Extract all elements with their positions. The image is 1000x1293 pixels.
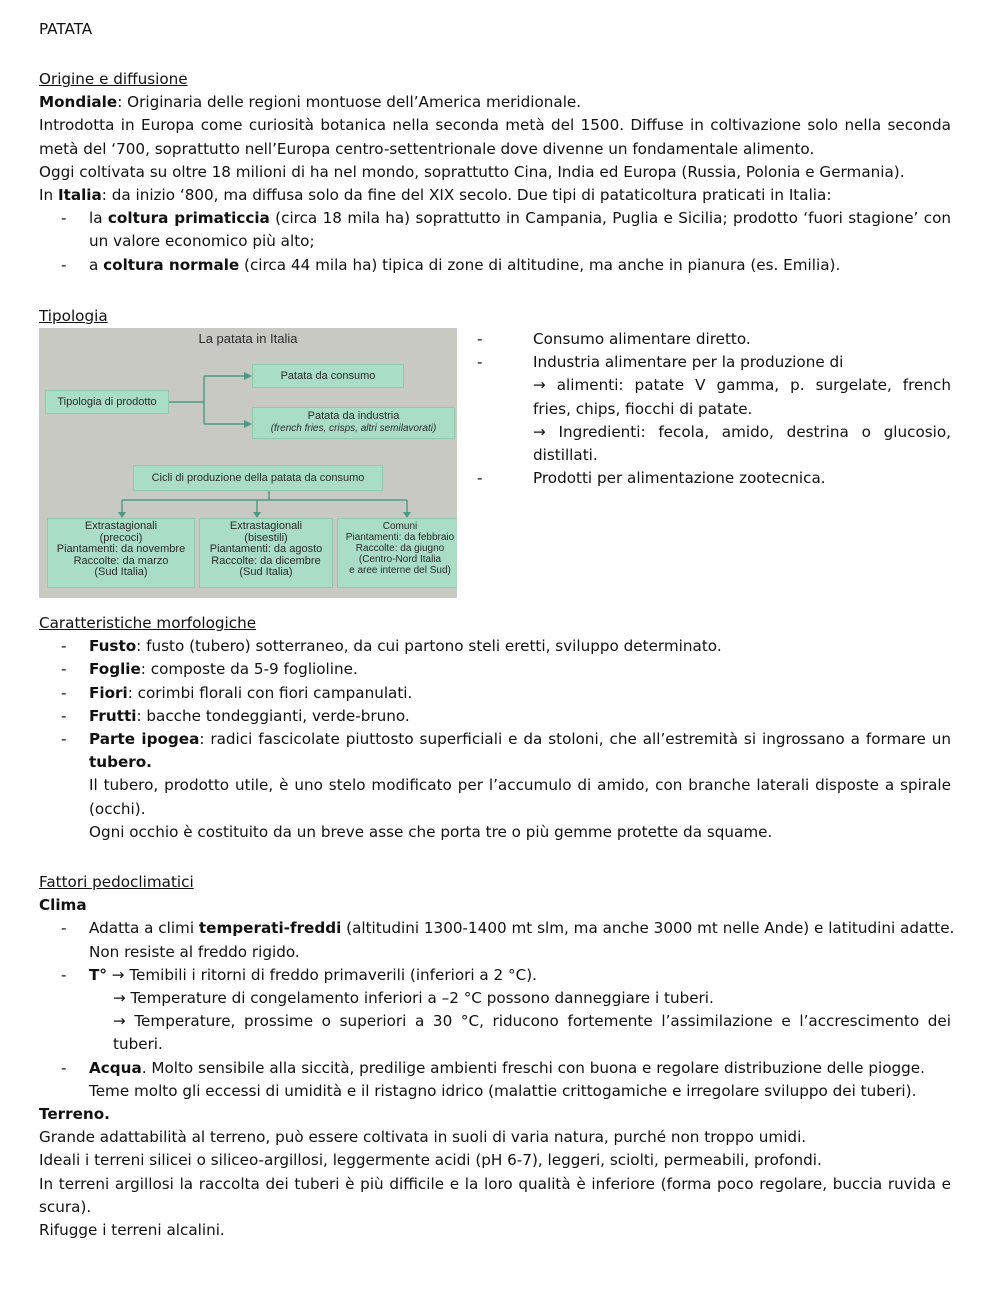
section-heading-fattori: Fattori pedoclimatici — [39, 873, 194, 891]
text-occhio: Ogni occhio è costituito da un breve asse che porta tre o più gemme protette da squame. — [89, 822, 773, 841]
label-line: Piantamenti: da novembre — [56, 543, 186, 555]
label-tubero: tubero. — [89, 753, 152, 772]
text-temperatura-c: tuberi. — [113, 1035, 163, 1054]
section-heading-origine: Origine e diffusione — [39, 70, 188, 88]
section-heading-tipologia: Tipologia — [39, 307, 108, 325]
figure-patata-italia — [39, 328, 457, 598]
box-patata-consumo: Patata da consumo — [252, 364, 404, 388]
text-fusto: : fusto (tubero) sotterraneo, da cui partono steli eretti, sviluppo determinato. — [136, 637, 722, 656]
label-italia: Italia — [57, 186, 102, 205]
label-line: (bisestili) — [244, 531, 288, 544]
label-foglie: Foglie — [89, 660, 141, 679]
text-pre: a — [89, 255, 104, 274]
text-alimenti-cont: fries, chips, fiocchi di patate. — [533, 399, 753, 418]
bullet-dash: - — [477, 330, 483, 348]
text-terreno-1: Grande adattabilità al terreno, può essere coltivata in suoli di varia natura, purché non troppo umidi. — [39, 1128, 807, 1147]
label-acqua: Acqua — [89, 1058, 142, 1077]
box-extrastagionali-precoci — [47, 518, 195, 588]
text-mondiale: : Originaria delle regioni montuose dell’America meridionale. — [117, 93, 582, 112]
text-italia: : da inizio ‘800, ma diffusa solo da fine del XIX secolo. Due tipi di pataticoltura praticati in Italia: — [101, 186, 832, 205]
text-post: (circa 44 mila ha) tipica di zone di altitudine, ma anche in pianura (es. Emilia). — [239, 255, 841, 274]
paragraph-oggi: Oggi coltivata su oltre 18 milioni di ha nel mondo, soprattutto Cina, India ed Europa (Russia, Polonia e Germania). — [39, 162, 905, 181]
label-mondiale: Mondiale — [39, 93, 118, 112]
label-line: Comuni — [382, 521, 418, 532]
text-acqua-cont: Teme molto gli eccessi di umidità e il ristagno idrico (malattie crittogamiche e irregolare sviluppo dei tuberi). — [89, 1081, 917, 1100]
section-fattori — [39, 871, 955, 1242]
text-ingredienti-cont: distillati. — [533, 446, 598, 465]
list-item-consumo-diretto: Consumo alimentare diretto. — [533, 330, 751, 348]
label-patata-industria: Patata da industria — [307, 410, 400, 422]
text-cont: Non resiste al freddo rigido. — [89, 942, 300, 961]
paragraph-introdotta-cont: metà del ‘700, soprattutto nell’Europa centro-settentrionale dove divenne un fondamentale alimento. — [39, 139, 815, 158]
text-post: (altitudini 1300-1400 mt slm, ma anche 3000 mt nelle Ande) e latitudini adatte. — [341, 919, 955, 938]
section-morfologia — [39, 612, 951, 844]
text-temperatura-a: → Temperature di congelamento inferiori a –2 °C possono danneggiare i tuberi. — [113, 989, 714, 1008]
text-cont: un valore economico più alto; — [89, 232, 315, 251]
figure-title: La patata in Italia — [198, 331, 298, 346]
list-item-coltura-normale: - a coltura normale (circa 44 mila ha) tipica di zone di altitudine, ma anche in pianura (es. Emilia). — [61, 255, 841, 274]
label-line: Raccolte: da giugno — [355, 543, 445, 554]
list-item-temperati-freddi: - Adatta a climi temperati-freddi (altitudini 1300-1400 mt slm, ma anche 3000 mt nelle Ande) e latitudini adatte. Non resiste al freddo rigido. — [39, 917, 951, 963]
tipologia-list — [533, 328, 951, 490]
list-item-fiori: - Fiori: corimbi florali con fiori campanulati. — [61, 683, 413, 702]
box-cicli-produzione: Cicli di produzione della patata da consumo — [133, 465, 383, 491]
text-italia-pre: In — [39, 186, 58, 205]
text-pre: Adatta a climi — [89, 919, 199, 938]
list-item-coltura-primaticcia: - la coltura primaticcia (circa 18 mila ha) soprattutto in Campania, Puglia e Sicilia; prodotto ‘fuori stagione’ con un valore economico più alto; — [39, 207, 951, 253]
text-frutti: : bacche tondeggianti, verde-bruno. — [136, 706, 410, 725]
list-item-acqua: - Acqua. Molto sensibile alla siccità, predilige ambienti freschi con buona e regolare distribuzione delle piogge. Teme molto gli eccessi di umidità e il ristagno idrico (malattie crittogamiche e irregolare sviluppo dei tuberi). — [39, 1057, 951, 1103]
label-line: e aree interne del Sud) — [349, 565, 451, 576]
list-item-fusto: - Fusto: fusto (tubero) sotterraneo, da cui partono steli eretti, sviluppo determinato. — [61, 637, 722, 656]
section-origine — [39, 68, 951, 277]
text-foglie: : composte da 5-9 foglioline. — [140, 660, 358, 679]
label-line: Extrastagionali — [84, 520, 158, 532]
text-pre: la — [89, 209, 108, 228]
label-coltura-primaticcia: coltura primaticcia — [107, 209, 270, 228]
text-acqua: . Molto sensibile alla siccità, predilige ambienti freschi con buona e regolare distribuzione delle piogge. — [141, 1058, 925, 1077]
text-post: (circa 18 mila ha) soprattutto in Campania, Puglia e Sicilia; prodotto ‘fuori stagione’ con — [269, 209, 952, 228]
subheading-clima: Clima — [39, 896, 87, 915]
box-extrastagionali-bisestili — [199, 518, 333, 588]
label-line: (Sud Italia) — [94, 566, 148, 578]
text-tubero-descr-cont: (occhi). — [89, 799, 146, 818]
text-terreno-2: Ideali i terreni silicei o siliceo-argillosi, leggermente acidi (pH 6-7), leggeri, sciolti, permeabili, profondi. — [39, 1151, 822, 1170]
paragraph-italia — [39, 184, 951, 207]
text-tubero-descr: Il tubero, prodotto utile, è uno stelo modificato per l’accumulo di amido, con branche laterali disposte a spirale — [89, 776, 951, 795]
paragraph-introdotta: Introdotta in Europa come curiosità botanica nella seconda metà del 1500. Diffuse in coltivazione solo nella seconda — [39, 116, 951, 135]
text-fiori: : corimbi florali con fiori campanulati. — [127, 683, 413, 702]
punctuation: . — [104, 1105, 110, 1124]
label-line: Piantamenti: da agosto — [209, 543, 323, 555]
text-temperatura-b: → Temperature, prossime o superiori a 30 °C, riducono fortemente l’assimilazione e l’accrescimento dei — [113, 1012, 951, 1031]
document-title: PATATA — [39, 20, 93, 38]
label-temperatura: T° — [89, 965, 107, 984]
box-tipologia-prodotto: Tipologia di prodotto — [45, 390, 169, 414]
section-heading-morfologia: Caratteristiche morfologiche — [39, 614, 257, 632]
box-comuni — [337, 518, 457, 588]
label-coltura-normale: coltura normale — [103, 255, 240, 274]
text-terreno-3-cont: scura). — [39, 1197, 92, 1216]
list-item-parte-ipogea: - Parte ipogea: radici fascicolate piuttosto superficiali e da stoloni, che all’estremità si ingrossano a formare un tubero. Il tubero, prodotto utile, è uno stelo modificato per l’accumulo di amido, con branche laterali disposte a spirale (occhi). Ogni occhio è costituito da un breve asse che porta tre o più gemme protette da squame. — [39, 728, 951, 844]
label-line: Raccolte: da dicembre — [211, 554, 321, 567]
text-alimenti: → alimenti: patate V gamma, p. surgelate, french — [533, 376, 951, 395]
label-line: Piantamenti: da febbraio — [345, 532, 455, 543]
box-patata-industria — [252, 407, 455, 439]
text-temperatura: → Temibili i ritorni di freddo primaverili (inferiori a 2 °C). — [106, 965, 537, 984]
list-item-industria: Industria alimentare per la produzione di — [533, 353, 844, 372]
paragraph-mondiale — [39, 91, 951, 114]
label-frutti: Frutti — [89, 706, 137, 725]
bullet-dash: - — [477, 469, 483, 487]
list-item-frutti: - Frutti: bacche tondeggianti, verde-bruno. — [61, 706, 410, 725]
text-terreno-3: In terreni argillosi la raccolta dei tuberi è più difficile e la loro qualità è inferiore (forma poco regolare, buccia ruvida e — [39, 1174, 951, 1193]
text-parte-ipogea: : radici fascicolate piuttosto superficiali e da stoloni, che all’estremità si ingrossano a formare un — [199, 730, 951, 749]
bullet-dash: - — [477, 353, 483, 371]
label-line: (Sud Italia) — [239, 566, 293, 578]
label-temperati-freddi: temperati-freddi — [198, 919, 342, 938]
label-line: (precoci) — [99, 531, 143, 544]
text-terreno-4: Rifugge i terreni alcalini. — [39, 1221, 225, 1240]
list-item-zootecnica: Prodotti per alimentazione zootecnica. — [533, 469, 826, 488]
label-fusto: Fusto — [89, 637, 137, 656]
text-ingredienti: → Ingredienti: fecola, amido, destrina o glucosio, — [533, 422, 951, 441]
label-fiori: Fiori — [89, 683, 128, 702]
list-item-foglie: - Foglie: composte da 5-9 foglioline. — [61, 660, 358, 679]
label-industria-sub: (french fries, crisps, altri semilavorati) — [270, 422, 437, 434]
label-parte-ipogea: Parte ipogea — [89, 730, 200, 749]
label-line: (Centro-Nord Italia — [358, 554, 442, 565]
label-line: Raccolte: da marzo — [73, 554, 169, 567]
subheading-terreno: Terreno — [39, 1105, 105, 1124]
label-line: Extrastagionali — [229, 520, 303, 532]
list-item-temperatura: - T° → Temibili i ritorni di freddo primaverili (inferiori a 2 °C). — [61, 965, 537, 984]
